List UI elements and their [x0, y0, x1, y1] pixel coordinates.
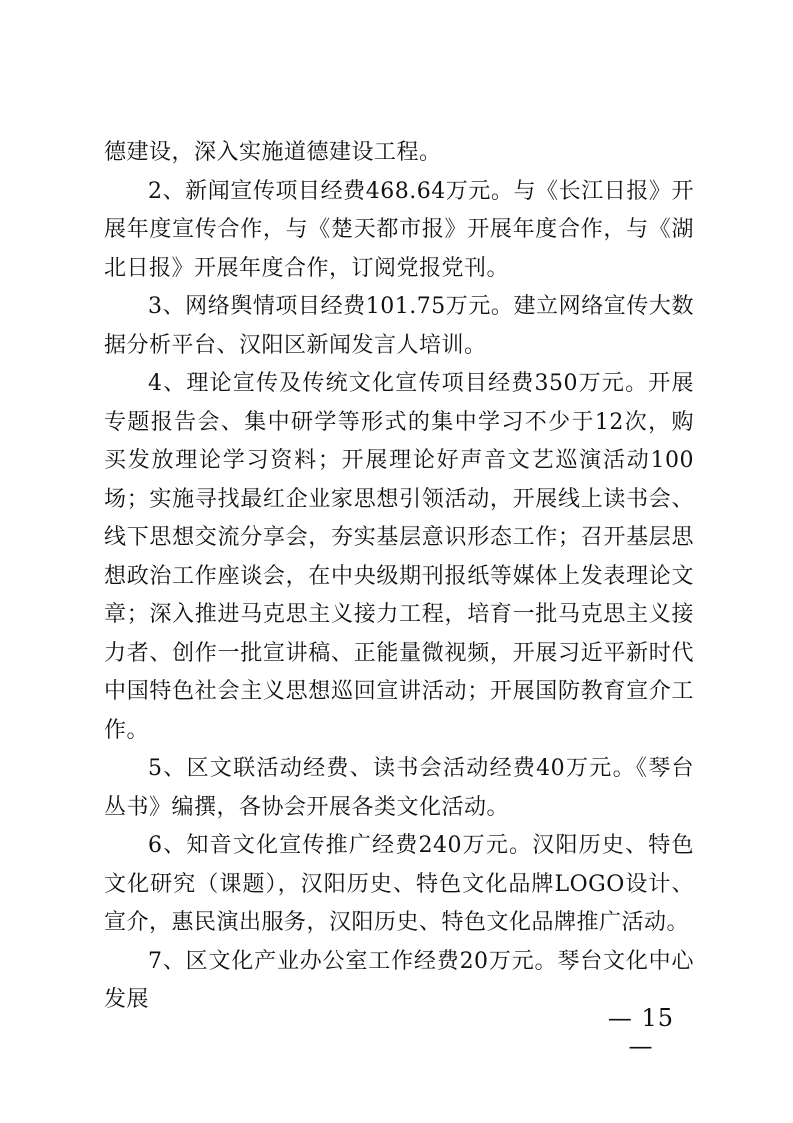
body-text: [104, 134, 694, 1020]
paragraph-item-4-theory-publicity: 4、理论宣传及传统文化宣传项目经费350万元。开展专题报告会、集中研学等形式的集中学习不少于12次，购买发放理论学习资料；开展理论好声音文艺巡演活动100场；实施寻找最红企业家思想引领活动，开展线上读书会、线下思想交流分享会，夯实基层意识形态工作；召开基层思想政治工作座谈会，在中央级期刊报纸等媒体上发表理论文章；深入推进马克思主义接力工程，培育一批马克思主义接力者、创作一批宣讲稿、正能量微视频，开展习近平新时代中国特色社会主义思想巡回宣讲活动；开展国防教育宣介工作。: [104, 371, 694, 743]
paragraph-continuation: 德建设，深入实施道德建设工程。: [104, 140, 442, 165]
paragraph-item-6-zhiyin-culture: 6、知音文化宣传推广经费240万元。汉阳历史、特色文化研究（课题），汉阳历史、特色文化品牌LOGO设计、宣介，惠民演出服务，汉阳历史、特色文化品牌推广活动。: [104, 833, 694, 935]
paragraph-item-7-culture-industry-office: 7、区文化产业办公室工作经费20万元。琴台文化中心发展: [104, 948, 694, 1012]
paragraph-item-3-online-opinion: 3、网络舆情项目经费101.75万元。建立网络宣传大数据分析平台、汉阳区新闻发言人培训。: [104, 294, 694, 358]
paragraph-item-5-federation-activities: 5、区文联活动经费、读书会活动经费40万元。《琴台丛书》编撰，各协会开展各类文化活动。: [104, 756, 694, 820]
paragraph-item-2-news-publicity: 2、新闻宣传项目经费468.64万元。与《长江日报》开展年度宣传合作，与《楚天都市报》开展年度合作，与《湖北日报》开展年度合作，订阅党报党刊。: [104, 178, 694, 281]
page-number: — 15 —: [607, 1004, 675, 1060]
